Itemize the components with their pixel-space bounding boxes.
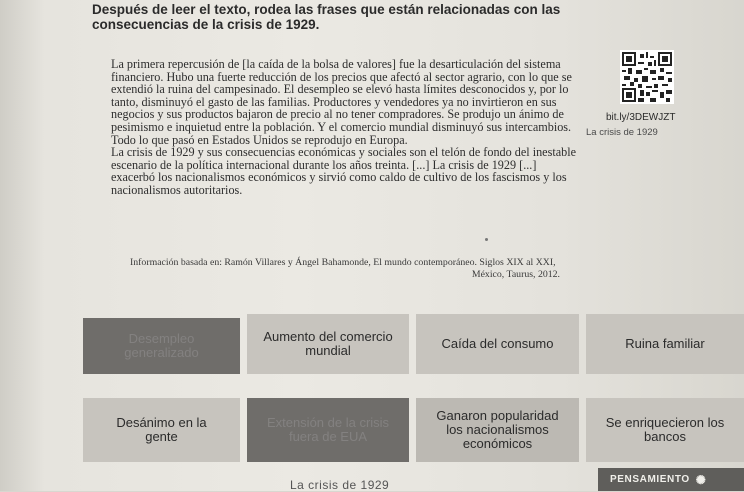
qr-code-icon[interactable]: [620, 50, 674, 104]
footer-running-title: La crisis de 1929: [290, 478, 390, 492]
phrase-card-label: Desánimo en la gente: [116, 415, 207, 444]
instruction-line-2: consecuencias de la crisis de 1929.: [92, 17, 320, 32]
phrase-card-label: Aumento del comercio mundial: [263, 329, 393, 358]
instruction-line-1: Después de leer el texto, rodea las frases que están relacionadas con las: [92, 2, 561, 17]
phrase-card-aumento-comercio[interactable]: [247, 314, 409, 374]
reading-passage: [111, 58, 581, 197]
phrase-card-label: Se enriquecieron los bancos: [605, 415, 725, 444]
phrase-card-ruina-familiar[interactable]: [586, 314, 744, 374]
phrase-card-label: Ruina familiar: [625, 336, 705, 351]
section-badge: [598, 468, 744, 491]
qr-caption: La crisis de 1929: [586, 127, 658, 138]
passage-paragraph-2: La crisis de 1929 y sus consecuencias económicas y sociales son el telón de fondo del inestable escenario de la política internacional durante los años treinta. [...] La crisis de 1929 [...] exacerbó los nacionalismos económicos y sirvió como caldo de cultivo de los fascismos y los nacionalismos autoritarios.: [111, 145, 577, 197]
phrase-card-label: Extensión de la crisis fuera de EUA: [266, 415, 390, 444]
activity-instruction: [92, 2, 592, 32]
phrase-card-nacionalismos[interactable]: [416, 398, 579, 462]
phrase-card-label: Caída del consumo: [441, 336, 554, 351]
section-badge-label: PENSAMIENTO: [610, 474, 690, 485]
citation-line-1: Información basada en: Ramón Villares y Ángel Bahamonde, El mundo contemporáneo. Siglos XIX al XXI,: [130, 257, 556, 268]
brain-icon: ✺: [695, 472, 707, 487]
source-citation: [130, 257, 580, 281]
qr-resource[interactable]: [586, 50, 706, 150]
decorative-dot: [485, 238, 488, 241]
phrase-card-extension-crisis[interactable]: [247, 398, 409, 462]
phrase-card-desanimo[interactable]: [83, 398, 240, 462]
phrase-card-bancos[interactable]: [586, 398, 744, 462]
phrase-card-caida-consumo[interactable]: [416, 314, 579, 374]
passage-paragraph-1: La primera repercusión de [la caída de la bolsa de valores] fue la desarticulación del sistema financiero. Hubo una fuerte reducción de los precios que afectó al sector agrario, con lo que se extendió la ruina del campesinado. El desempleo se elevó hasta límites desconocidos y, por lo tanto, disminuyó el gasto de las familias. Productores y vendedores ya no invirtieron en sus negocios y sus productos bajaron de precio al no tener compradores. Se produjo un ánimo de pesimismo e inquietud entre la población. Y el comercio mundial disminuyó sus intercambios. Todo lo que pasó en Estados Unidos se reprodujo en Europa.: [111, 57, 572, 147]
qr-short-link[interactable]: bit.ly/3DEWJZT: [606, 112, 676, 123]
phrase-card-label: Ganaron popularidad los nacionalismos económicos: [436, 408, 559, 451]
qr-code-graphic: [622, 52, 672, 102]
phrase-card-desempleo[interactable]: [83, 318, 240, 374]
citation-line-2: México, Taurus, 2012.: [471, 269, 560, 280]
phrase-card-label: Desempleo generalizado: [124, 331, 199, 360]
